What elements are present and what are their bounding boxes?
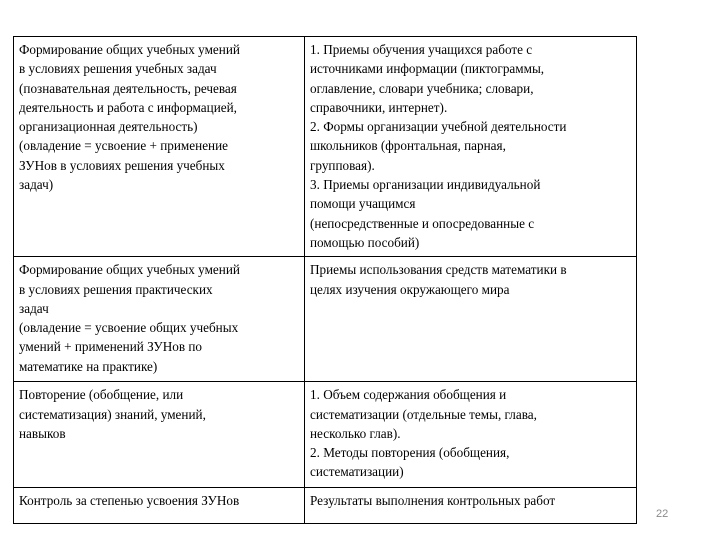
content-table bbox=[13, 36, 637, 524]
table-row bbox=[14, 257, 637, 382]
table-row bbox=[14, 382, 637, 488]
table-cell-left: Формирование общих учебных умений в условиях решения учебных задач (познавательная деятельность, речевая деятельность и работа с информацией, организационная деятельность) (овладение = усвоение + применение ЗУНов в условиях решения учебных задач) bbox=[14, 37, 305, 257]
table-row bbox=[14, 37, 637, 257]
table-cell-left: Контроль за степенью усвоения ЗУНов bbox=[14, 488, 305, 524]
table-cell-right: Результаты выполнения контрольных работ bbox=[305, 488, 637, 524]
table-cell-right: 1. Приемы обучения учащихся работе с источниками информации (пиктограммы, оглавление, словари учебника; словари, справочники, интернет). 2. Формы организации учебной деятельности школьников (фронтальная, парная, групповая). 3. Приемы организации индивидуальной помощи учащимся (непосредственные и опосредованные с помощью пособий) bbox=[305, 37, 637, 257]
page-number: 22 bbox=[656, 508, 669, 520]
table-cell-left: Формирование общих учебных умений в условиях решения практических задач (овладение = усвоение общих учебных умений + применений ЗУНов по математике на практике) bbox=[14, 257, 305, 382]
table-row bbox=[14, 488, 637, 524]
table-cell-left: Повторение (обобщение, или систематизация) знаний, умений, навыков bbox=[14, 382, 305, 488]
table-cell-right: Приемы использования средств математики в целях изучения окружающего мира bbox=[305, 257, 637, 382]
table-cell-right: 1. Объем содержания обобщения и систематизации (отдельные темы, глава, несколько глав). 2. Методы повторения (обобщения, систематизации) bbox=[305, 382, 637, 488]
